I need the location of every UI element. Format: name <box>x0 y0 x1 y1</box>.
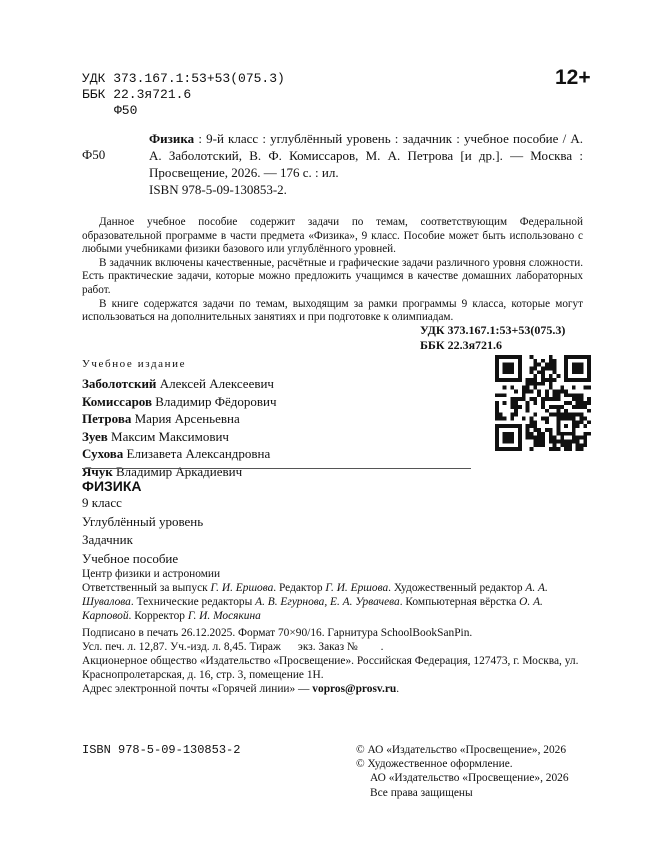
author-name: Владимир Фёдорович <box>152 393 277 409</box>
classification-repeat <box>420 323 565 353</box>
email-link[interactable]: vopros@prosv.ru <box>312 683 397 695</box>
book-level: Углублённый уровень <box>82 513 204 529</box>
email-label: Адрес электронной почты «Горячей линии» — <box>82 683 313 695</box>
author-name: Алексей Алексеевич <box>156 376 274 391</box>
tech-editors-label: . Технические редакторы <box>130 596 256 608</box>
author-name: Мария Арсеньевна <box>131 411 240 426</box>
age-rating-badge: 12+ <box>555 66 591 89</box>
author-name: Максим Максимович <box>107 428 229 444</box>
responsible-name: Г. И. Ершова <box>210 582 274 594</box>
art-editor-name: А. А. Шувалова <box>82 582 548 608</box>
author <box>82 393 277 411</box>
layout-label: . Компьютерная вёрстка <box>399 596 520 608</box>
email-end: . <box>396 683 400 695</box>
classification-header <box>82 71 285 119</box>
imprint-staff <box>82 581 583 623</box>
author-surname: Комиссаров <box>82 393 153 409</box>
book-kind: Задачник <box>82 532 133 547</box>
author-surname: Зуев <box>82 428 108 444</box>
book-type: Учебное пособие <box>82 550 179 566</box>
imprint-credits <box>82 567 583 623</box>
author-surname: Заболотский <box>82 376 157 391</box>
corrector-name: Г. И. Мосякина <box>187 610 261 622</box>
udk-code-repeat: УДК 373.167.1:53+53(075.3) <box>420 323 566 337</box>
bibliographic-title: Физика <box>149 131 195 146</box>
corrector-label: . Корректор <box>128 610 188 622</box>
annotation <box>82 216 583 325</box>
editor-label: . Редактор <box>273 582 326 594</box>
author <box>82 410 277 428</box>
print-signed: Подписано в печать 26.12.2025. Формат 70×90/16. Гарнитура SchoolBookSanPin. <box>82 627 473 639</box>
isbn-footer: ISBN 978-5-09-130853-2 <box>82 743 241 757</box>
bibliographic-isbn: ISBN 978-5-09-130853-2. <box>149 182 287 197</box>
divider <box>82 468 471 469</box>
author-sign: Ф50 <box>114 103 138 118</box>
author-surname: Петрова <box>82 411 132 426</box>
author <box>82 428 277 446</box>
book-grade: 9 класс <box>82 495 122 510</box>
author-surname: Сухова <box>82 446 124 461</box>
copyright-line: © АО «Издательство «Просвещение», 2026 <box>356 744 567 756</box>
book-info <box>82 494 203 568</box>
author-name: Владимир Аркадиевич <box>112 463 243 479</box>
bibliographic-record <box>149 130 583 198</box>
authors-list <box>82 375 277 480</box>
hotline-email <box>82 682 583 696</box>
copyright-block <box>356 743 569 800</box>
edition-label: Учебное издание <box>82 358 187 370</box>
copyright-line: АО «Издательство «Просвещение», 2026 <box>370 772 569 785</box>
print-sheets: Усл. печ. л. 12,87. Уч.-изд. л. 8,45. Тираж экз. Заказ № . <box>82 641 384 653</box>
tech-editors-names: А. В. Егурнова, Е. А. Урвачева <box>255 596 400 608</box>
rights-reserved: Все права защищены <box>370 786 473 799</box>
author-name: Елизавета Александровна <box>123 446 271 461</box>
bibliographic-text: : 9-й класс : углублённый уровень : задачник : учебное пособие / А. А. Заболотский, В. Ф. Комиссаров, М. А. Петрова [и др.]. — Москва : Просвещение, 2026. — 176 с. : ил. <box>149 131 583 180</box>
layout-name: О. А. Карповой <box>82 596 543 622</box>
copyright-line: © Художественное оформление. <box>356 758 513 771</box>
annotation-paragraph: В задачник включены качественные, расчётные и графические задачи различного уровня сложности. Есть практические задачи, которые можно предложить учащимся в качестве домашних лабораторных работ. <box>82 256 583 296</box>
imprint-print <box>82 626 583 696</box>
qr-code-icon[interactable] <box>495 355 591 451</box>
book-title: ФИЗИКА <box>82 478 142 494</box>
udk-code: УДК 373.167.1:53+53(075.3) <box>82 71 285 86</box>
bbk-code: ББК 22.3я721.6 <box>82 87 192 102</box>
imprint-center: Центр физики и астрономии <box>82 568 221 580</box>
annotation-paragraph: Данное учебное пособие содержит задачи по темам, соответствующим Федеральной образовательной программе в части предмета «Физика», 9 класс. Пособие может быть использовано с любыми учебниками физики базового или углублённого уровней. <box>82 216 583 256</box>
art-editor-label: . Художественный редактор <box>388 582 526 594</box>
publisher-address: Акционерное общество «Издательство «Просвещение». Российская Федерация, 127473, г. Москва, ул. Краснопролетарская, д. 16, стр. 3, помещение 1Н. <box>82 655 579 681</box>
editor-name: Г. И. Ершова <box>325 582 389 594</box>
bibliographic-code: Ф50 <box>82 147 106 162</box>
annotation-paragraph: В книге содержатся задачи по темам, выходящим за рамки программы 9 класса, которые могут использоваться на дополнительных занятиях и при подготовке к олимпиадам. <box>82 297 583 324</box>
responsible-label: Ответственный за выпуск <box>82 582 211 594</box>
author-surname: Ячук <box>82 463 113 479</box>
bbk-code-repeat: ББК 22.3я721.6 <box>420 338 503 352</box>
author <box>82 375 277 393</box>
author <box>82 445 277 463</box>
